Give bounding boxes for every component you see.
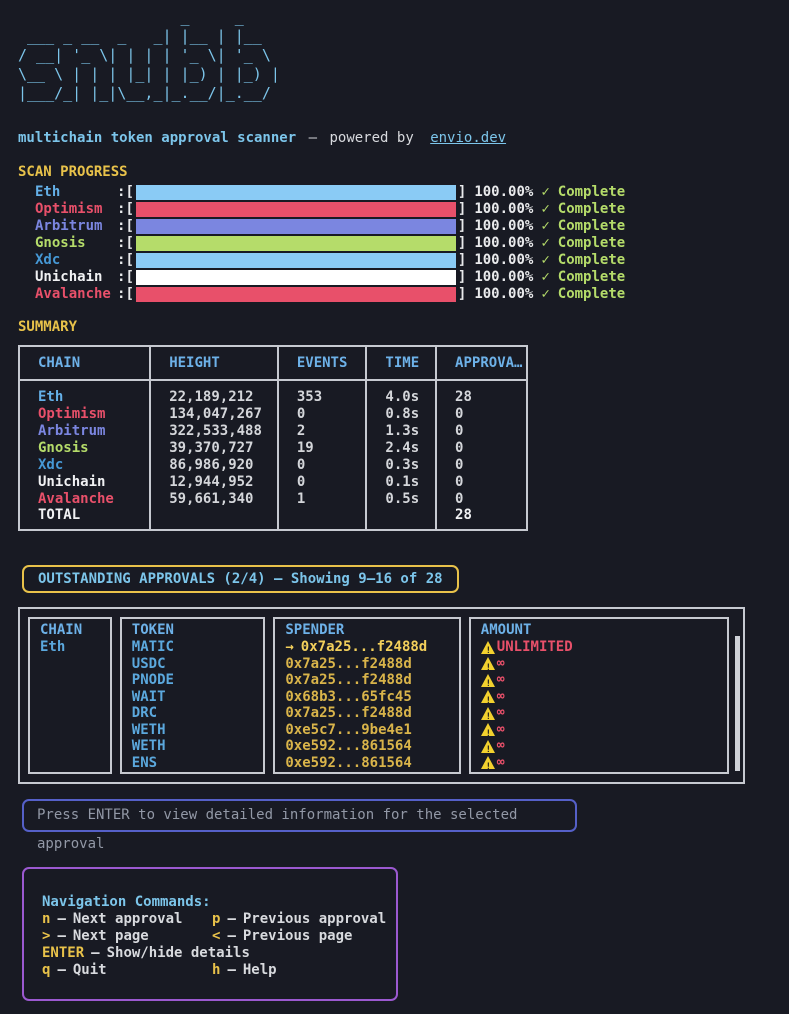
infinity-icon: ∞	[496, 672, 505, 687]
key-h: h	[212, 962, 221, 978]
approval-amount	[481, 755, 727, 772]
chain-label: Gnosis	[35, 235, 86, 251]
progress-bar	[136, 202, 456, 217]
logo-line: ___ _ __ _ _| |__ | |__	[18, 27, 289, 45]
progress-percent: 100.00%	[474, 184, 534, 200]
enter-hint-text: Press ENTER to view detailed information for the selected approval	[37, 807, 518, 852]
colon: :	[117, 286, 126, 302]
nav-row	[42, 911, 396, 928]
progress-row-arbitrum	[18, 218, 789, 235]
progress-bar	[136, 287, 456, 302]
dash: —	[91, 945, 100, 961]
approval-amount	[481, 722, 727, 739]
summary-chain: Eth	[38, 389, 64, 405]
nav-row	[42, 945, 396, 962]
scan-progress-title: SCAN PROGRESS	[18, 164, 128, 180]
summary-chain: Gnosis	[38, 439, 89, 456]
summary-events: 1	[278, 490, 367, 507]
chain-label: Xdc	[35, 252, 61, 268]
key-n: n	[42, 911, 51, 927]
summary-col-chain: CHAIN	[19, 346, 150, 380]
navigation-title: Navigation Commands:	[42, 894, 211, 910]
dash: —	[227, 911, 236, 927]
key-q: q	[42, 962, 51, 978]
check-icon: ✓	[541, 235, 550, 251]
bracket-close: ]	[457, 269, 467, 285]
bracket-open: [	[125, 184, 134, 200]
approvals-amount-column	[469, 617, 729, 774]
subtitle-separator: —	[308, 130, 318, 146]
nav-desc: Quit	[72, 962, 107, 978]
summary-col-approvals: APPROVA…	[436, 346, 527, 380]
approval-amount	[481, 656, 727, 673]
summary-events: 19	[278, 439, 367, 456]
progress-status: Complete	[557, 269, 626, 285]
approval-token[interactable]: USDC	[131, 655, 166, 672]
summary-chain: Arbitrum	[38, 422, 106, 439]
approvals-panel	[18, 607, 745, 784]
approvals-col-spender: SPENDER	[285, 622, 345, 638]
dash: —	[57, 911, 66, 927]
key-prev-page: <	[212, 928, 221, 944]
warning-icon	[481, 657, 496, 670]
approval-amount	[481, 672, 727, 689]
nav-desc: Previous approval	[242, 911, 387, 927]
summary-row-avalanche	[19, 490, 527, 507]
progress-row-eth	[18, 184, 789, 201]
bracket-open: [	[125, 252, 134, 268]
summary-height: 86,986,920	[150, 456, 278, 473]
summary-events	[278, 507, 367, 530]
approval-spender-selected[interactable]	[285, 639, 458, 656]
colon: :	[117, 184, 126, 200]
progress-bar	[136, 270, 456, 285]
logo-line: / __| '_ \| | | | '_ \| '_ \	[18, 46, 289, 64]
approvals-token-column	[120, 617, 266, 774]
navigation-commands-box	[22, 867, 398, 1001]
summary-header-row	[19, 346, 527, 380]
progress-status: Complete	[557, 184, 626, 200]
summary-col-events: EVENTS	[278, 346, 367, 380]
check-icon: ✓	[541, 201, 550, 217]
dash: —	[57, 928, 66, 944]
summary-events: 353	[278, 380, 367, 405]
summary-time: 0.5s	[366, 490, 436, 507]
nav-desc: Help	[242, 962, 277, 978]
ascii-logo	[18, 8, 789, 103]
progress-bar	[136, 185, 456, 200]
selection-arrow-icon: →	[285, 639, 294, 655]
nav-desc: Next page	[72, 928, 149, 944]
summary-row-gnosis	[19, 439, 527, 456]
summary-chain: Avalanche	[38, 490, 114, 507]
approvals-chain-column	[28, 617, 112, 774]
approval-token[interactable]: WETH	[131, 738, 166, 754]
nav-row	[42, 962, 396, 979]
approval-token[interactable]: WETH	[131, 721, 166, 738]
check-icon: ✓	[541, 269, 550, 285]
summary-events: 0	[278, 473, 367, 490]
logo-line: \__ \ | | | |_| | |_) | |_) |	[18, 65, 289, 83]
colon: :	[117, 201, 126, 217]
infinity-icon: ∞	[496, 721, 505, 737]
summary-approvals: 0	[436, 456, 527, 473]
chain-label: Unichain	[35, 269, 103, 285]
summary-approvals: 0	[436, 422, 527, 439]
warning-icon	[481, 756, 496, 769]
summary-row-arbitrum	[19, 422, 527, 439]
logo-line: _ _	[18, 8, 289, 26]
summary-events: 0	[278, 456, 367, 473]
dash: —	[57, 962, 66, 978]
scrollbar-thumb[interactable]	[735, 636, 740, 771]
progress-status: Complete	[557, 218, 626, 234]
summary-chain: Unichain	[38, 473, 106, 490]
powered-by-label: powered by	[329, 130, 414, 146]
summary-time: 4.0s	[366, 380, 436, 405]
progress-bar	[136, 219, 456, 234]
bracket-close: ]	[457, 235, 467, 251]
nav-desc: Show/hide details	[106, 945, 250, 961]
chain-label: Arbitrum	[35, 218, 103, 234]
summary-col-time: TIME	[366, 346, 436, 380]
bracket-open: [	[125, 235, 134, 251]
summary-time: 2.4s	[366, 439, 436, 456]
summary-time: 0.1s	[366, 473, 436, 490]
progress-row-gnosis	[18, 235, 789, 252]
nav-row	[42, 928, 396, 945]
summary-height: 322,533,488	[150, 422, 278, 439]
warning-icon	[481, 641, 496, 654]
bracket-open: [	[125, 218, 134, 234]
app-subtitle	[18, 130, 789, 147]
approval-amount	[481, 689, 727, 706]
summary-chain: Optimism	[38, 405, 106, 422]
summary-time: 0.8s	[366, 405, 436, 422]
summary-events: 0	[278, 405, 367, 422]
bracket-open: [	[125, 269, 134, 285]
key-p: p	[212, 911, 221, 927]
approval-spender[interactable]: 0xe592...861564	[285, 738, 412, 754]
progress-percent: 100.00%	[474, 218, 534, 234]
summary-approvals: 0	[436, 490, 527, 507]
progress-bar	[136, 253, 456, 268]
progress-status: Complete	[557, 286, 626, 302]
summary-height: 59,661,340	[150, 490, 278, 507]
warning-icon	[481, 690, 496, 703]
summary-height: 134,047,267	[150, 405, 278, 422]
summary-col-height: HEIGHT	[150, 346, 278, 380]
summary-time	[366, 507, 436, 530]
summary-chain: Xdc	[38, 456, 64, 473]
enter-hint-box	[22, 799, 577, 852]
infinity-icon: ∞	[496, 705, 505, 720]
check-icon: ✓	[541, 252, 550, 268]
progress-percent: 100.00%	[474, 235, 534, 251]
summary-height: 22,189,212	[150, 380, 278, 405]
summary-height: 12,944,952	[150, 473, 278, 490]
summary-total-label: TOTAL	[38, 507, 81, 523]
warning-icon	[481, 707, 496, 720]
summary-approvals: 0	[436, 439, 527, 456]
nav-desc: Next approval	[72, 911, 183, 927]
spender-address: 0x7a25...f2488d	[300, 639, 428, 655]
approval-amount	[481, 639, 727, 656]
approvals-col-chain: CHAIN	[40, 622, 83, 638]
bracket-open: [	[125, 201, 134, 217]
colon: :	[117, 218, 126, 234]
progress-status: Complete	[557, 252, 626, 268]
approval-token[interactable]: MATIC	[131, 639, 174, 655]
chain-label: Eth	[35, 184, 61, 200]
summary-title: SUMMARY	[18, 319, 78, 335]
approvals-chain-value: Eth	[40, 639, 66, 655]
approval-token[interactable]: ENS	[131, 754, 158, 771]
progress-percent: 100.00%	[474, 269, 534, 285]
summary-row-optimism	[19, 405, 527, 422]
colon: :	[117, 252, 126, 268]
bracket-close: ]	[457, 201, 467, 217]
bracket-close: ]	[457, 184, 467, 200]
summary-height	[150, 507, 278, 530]
progress-percent: 100.00%	[474, 252, 534, 268]
approval-amount	[481, 738, 727, 755]
warning-icon	[481, 740, 496, 753]
app-title: multichain token approval scanner	[18, 130, 297, 146]
warning-icon	[481, 674, 496, 687]
dash: —	[227, 928, 236, 944]
approval-spender[interactable]: 0x68b3...65fc45	[285, 688, 412, 705]
summary-time: 1.3s	[366, 422, 436, 439]
nav-desc: Previous page	[242, 928, 353, 944]
approval-spender[interactable]: 0x7a25...f2488d	[285, 655, 412, 672]
bracket-close: ]	[457, 286, 467, 302]
progress-status: Complete	[557, 235, 626, 251]
key-next-page: >	[42, 928, 51, 944]
approval-amount	[481, 705, 727, 722]
key-enter: ENTER	[42, 945, 85, 961]
check-icon: ✓	[541, 286, 550, 302]
progress-status: Complete	[557, 201, 626, 217]
chain-label: Avalanche	[35, 286, 111, 302]
infinity-icon: ∞	[496, 688, 505, 704]
bracket-close: ]	[457, 252, 467, 268]
summary-row-total	[19, 507, 527, 530]
check-icon: ✓	[541, 218, 550, 234]
infinity-icon: ∞	[496, 738, 505, 753]
summary-table	[18, 345, 528, 531]
unlimited-label: UNLIMITED	[496, 639, 573, 655]
bracket-open: [	[125, 286, 134, 302]
approval-spender[interactable]: 0xe592...861564	[285, 754, 412, 771]
colon: :	[117, 235, 126, 251]
approval-token[interactable]: DRC	[131, 705, 158, 721]
warning-icon	[481, 723, 496, 736]
check-icon: ✓	[541, 184, 550, 200]
summary-row-unichain	[19, 473, 527, 490]
outstanding-approvals-header: OUTSTANDING APPROVALS (2/4) — Showing 9–16 of 28	[22, 565, 459, 593]
summary-approvals: 0	[436, 473, 527, 490]
summary-events: 2	[278, 422, 367, 439]
progress-row-avalanche	[18, 286, 789, 303]
summary-time: 0.3s	[366, 456, 436, 473]
colon: :	[117, 269, 126, 285]
approvals-col-token: TOKEN	[131, 622, 174, 638]
approvals-col-amount: AMOUNT	[480, 622, 532, 638]
progress-percent: 100.00%	[474, 286, 534, 302]
dash: —	[227, 962, 236, 978]
infinity-icon: ∞	[496, 655, 505, 671]
progress-row-optimism	[18, 201, 789, 218]
summary-total-approvals: 28	[436, 507, 527, 530]
infinity-icon: ∞	[496, 754, 505, 770]
approval-spender[interactable]: 0x7a25...f2488d	[285, 672, 412, 688]
logo-line: |___/_| |_|\__,_|_.__/|_.__/	[18, 84, 289, 102]
chain-label: Optimism	[35, 201, 103, 217]
approval-token[interactable]: PNODE	[131, 672, 174, 688]
envio-link[interactable]: envio.dev	[430, 130, 507, 146]
approvals-spender-column	[273, 617, 460, 774]
summary-row-xdc	[19, 456, 527, 473]
approval-spender[interactable]: 0x7a25...f2488d	[285, 705, 412, 721]
progress-row-unichain	[18, 269, 789, 286]
progress-percent: 100.00%	[474, 201, 534, 217]
summary-approvals: 0	[436, 405, 527, 422]
bracket-close: ]	[457, 218, 467, 234]
summary-height: 39,370,727	[150, 439, 278, 456]
summary-approvals: 28	[436, 380, 527, 405]
approval-token[interactable]: WAIT	[131, 688, 166, 705]
approval-spender[interactable]: 0xe5c7...9be4e1	[285, 721, 412, 738]
progress-bar	[136, 236, 456, 251]
scan-progress-section	[18, 184, 789, 303]
progress-row-xdc	[18, 252, 789, 269]
summary-row-eth	[19, 380, 527, 405]
